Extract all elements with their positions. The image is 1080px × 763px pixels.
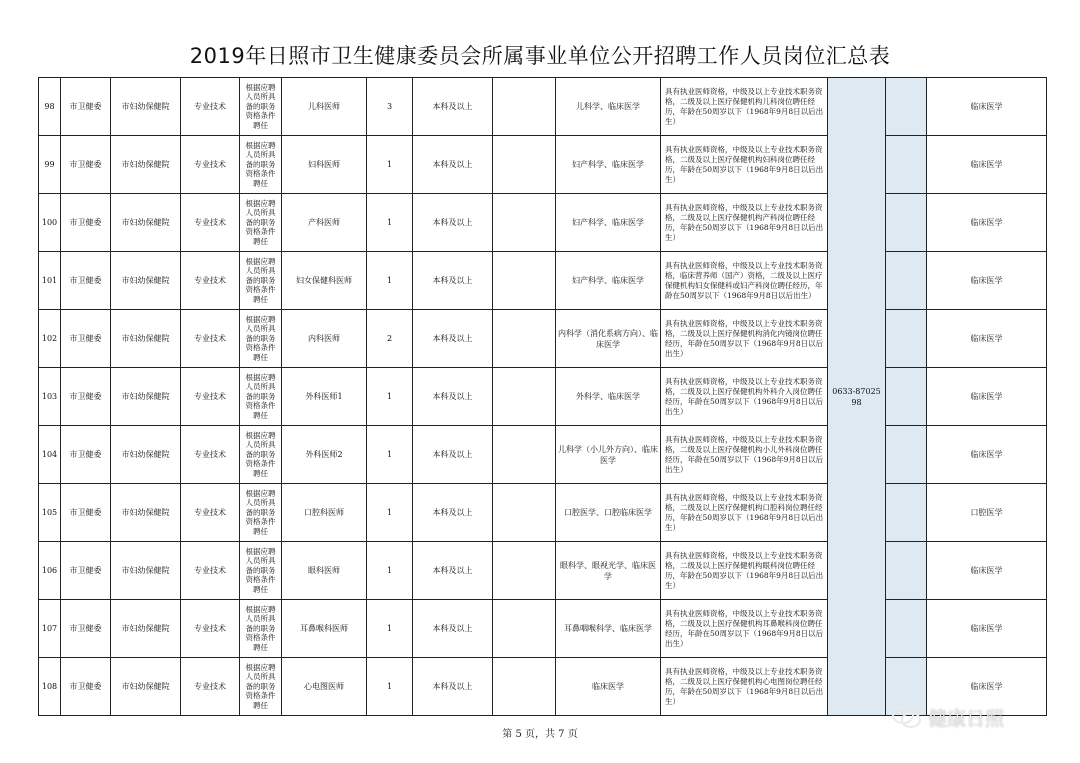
requirements-cell: 具有执业医师资格，中级及以上专业技术职务资格，二级及以上医疗保健机构儿科岗位聘任经历，年龄在50周岁以下（1968年9月8日以后出生） (661, 78, 828, 136)
hire-count-cell: 1 (367, 484, 413, 542)
post-name-cell: 妇科医师 (282, 136, 367, 194)
post-level-cell: 根据应聘人员所具备的职务资格条件聘任 (240, 368, 282, 426)
education-cell: 本科及以上 (413, 658, 493, 716)
degree-cell (493, 658, 556, 716)
education-cell: 本科及以上 (413, 194, 493, 252)
post-level-cell: 根据应聘人员所具备的职务资格条件聘任 (240, 136, 282, 194)
remark-cell (886, 542, 927, 600)
exam-subject-cell: 临床医学 (927, 78, 1047, 136)
exam-subject-cell: 临床医学 (927, 658, 1047, 716)
major-cell: 耳鼻咽喉科学、临床医学 (556, 600, 661, 658)
degree-cell (493, 310, 556, 368)
degree-cell (493, 600, 556, 658)
watermark (892, 702, 1052, 732)
unit-name-cell: 市妇幼保健院 (111, 136, 181, 194)
department-cell: 市卫健委 (61, 542, 111, 600)
department-cell: 市卫健委 (61, 78, 111, 136)
row-number-cell: 106 (39, 542, 61, 600)
table-row (39, 426, 1047, 484)
post-category-cell: 专业技术 (181, 310, 240, 368)
unit-name-cell: 市妇幼保健院 (111, 368, 181, 426)
department-cell: 市卫健委 (61, 310, 111, 368)
hire-count-cell: 1 (367, 194, 413, 252)
major-cell: 外科学、临床医学 (556, 368, 661, 426)
education-cell: 本科及以上 (413, 78, 493, 136)
post-level-cell: 根据应聘人员所具备的职务资格条件聘任 (240, 78, 282, 136)
unit-name-cell: 市妇幼保健院 (111, 310, 181, 368)
major-cell: 临床医学 (556, 658, 661, 716)
positions-table (38, 77, 1047, 716)
degree-cell (493, 78, 556, 136)
hire-count-cell: 1 (367, 252, 413, 310)
post-category-cell: 专业技术 (181, 542, 240, 600)
exam-subject-cell: 临床医学 (927, 368, 1047, 426)
remark-cell (886, 426, 927, 484)
major-cell: 儿科学（小儿外方向）、临床医学 (556, 426, 661, 484)
degree-cell (493, 542, 556, 600)
row-number-cell: 102 (39, 310, 61, 368)
post-name-cell: 外科医师1 (282, 368, 367, 426)
remark-cell (886, 78, 927, 136)
row-number-cell: 105 (39, 484, 61, 542)
exam-subject-cell: 临床医学 (927, 194, 1047, 252)
exam-subject-cell: 临床医学 (927, 542, 1047, 600)
row-number-cell: 101 (39, 252, 61, 310)
hire-count-cell: 3 (367, 78, 413, 136)
row-number-cell: 100 (39, 194, 61, 252)
post-level-cell: 根据应聘人员所具备的职务资格条件聘任 (240, 426, 282, 484)
post-level-cell: 根据应聘人员所具备的职务资格条件聘任 (240, 542, 282, 600)
post-level-cell: 根据应聘人员所具备的职务资格条件聘任 (240, 310, 282, 368)
post-name-cell: 眼科医师 (282, 542, 367, 600)
post-level-cell: 根据应聘人员所具备的职务资格条件聘任 (240, 658, 282, 716)
department-cell: 市卫健委 (61, 368, 111, 426)
hire-count-cell: 1 (367, 542, 413, 600)
exam-subject-cell: 临床医学 (927, 252, 1047, 310)
table-row (39, 542, 1047, 600)
row-number-cell: 103 (39, 368, 61, 426)
post-category-cell: 专业技术 (181, 600, 240, 658)
education-cell: 本科及以上 (413, 484, 493, 542)
post-category-cell: 专业技术 (181, 194, 240, 252)
table-body (39, 78, 1047, 716)
post-category-cell: 专业技术 (181, 426, 240, 484)
hire-count-cell: 2 (367, 310, 413, 368)
remark-cell (886, 310, 927, 368)
hire-count-cell: 1 (367, 426, 413, 484)
department-cell: 市卫健委 (61, 426, 111, 484)
page-title: 2019年日照市卫生健康委员会所属事业单位公开招聘工作人员岗位汇总表 (189, 44, 891, 68)
major-cell: 妇产科学、临床医学 (556, 252, 661, 310)
post-level-cell: 根据应聘人员所具备的职务资格条件聘任 (240, 600, 282, 658)
major-cell: 妇产科学、临床医学 (556, 136, 661, 194)
contact-phone: 0633-8702598 (828, 78, 886, 716)
department-cell: 市卫健委 (61, 252, 111, 310)
post-name-cell: 外科医师2 (282, 426, 367, 484)
hire-count-cell: 1 (367, 368, 413, 426)
table-row (39, 136, 1047, 194)
table-row (39, 310, 1047, 368)
requirements-cell: 具有执业医师资格，中级及以上专业技术职务资格，二级及以上医疗保健机构口腔科岗位聘任经历，年龄在50周岁以下（1968年9月8日以后出生） (661, 484, 828, 542)
post-level-cell: 根据应聘人员所具备的职务资格条件聘任 (240, 484, 282, 542)
unit-name-cell: 市妇幼保健院 (111, 78, 181, 136)
degree-cell (493, 194, 556, 252)
remark-cell (886, 600, 927, 658)
post-name-cell: 产科医师 (282, 194, 367, 252)
post-name-cell: 耳鼻喉科医师 (282, 600, 367, 658)
row-number-cell: 108 (39, 658, 61, 716)
remark-cell (886, 136, 927, 194)
department-cell: 市卫健委 (61, 194, 111, 252)
table-row (39, 78, 1047, 136)
education-cell: 本科及以上 (413, 600, 493, 658)
major-cell: 妇产科学、临床医学 (556, 194, 661, 252)
education-cell: 本科及以上 (413, 368, 493, 426)
post-name-cell: 妇女保健科医师 (282, 252, 367, 310)
degree-cell (493, 136, 556, 194)
requirements-cell: 具有执业医师资格，中级及以上专业技术职务资格，二级及以上医疗保健机构外科介入岗位聘任经历，年龄在50周岁以下（1968年9月8日以后出生） (661, 368, 828, 426)
education-cell: 本科及以上 (413, 310, 493, 368)
row-number-cell: 107 (39, 600, 61, 658)
post-category-cell: 专业技术 (181, 252, 240, 310)
requirements-cell: 具有执业医师资格，中级及以上专业技术职务资格，二级及以上医疗保健机构眼科岗位聘任经历，年龄在50周岁以下（1968年9月8日以后出生） (661, 542, 828, 600)
unit-name-cell: 市妇幼保健院 (111, 252, 181, 310)
post-category-cell: 专业技术 (181, 368, 240, 426)
exam-subject-cell: 口腔医学 (927, 484, 1047, 542)
post-level-cell: 根据应聘人员所具备的职务资格条件聘任 (240, 252, 282, 310)
table-row (39, 484, 1047, 542)
post-name-cell: 口腔科医师 (282, 484, 367, 542)
department-cell: 市卫健委 (61, 600, 111, 658)
remark-cell (886, 252, 927, 310)
post-name-cell: 儿科医师 (282, 78, 367, 136)
hire-count-cell: 1 (367, 658, 413, 716)
post-level-cell: 根据应聘人员所具备的职务资格条件聘任 (240, 194, 282, 252)
requirements-cell: 具有执业医师资格，中级及以上专业技术职务资格，二级及以上医疗保健机构耳鼻喉科岗位聘任经历，年龄在50周岁以下（1968年9月8日以后出生） (661, 600, 828, 658)
hire-count-cell: 1 (367, 600, 413, 658)
unit-name-cell: 市妇幼保健院 (111, 600, 181, 658)
post-name-cell: 内科医师 (282, 310, 367, 368)
post-category-cell: 专业技术 (181, 484, 240, 542)
unit-name-cell: 市妇幼保健院 (111, 484, 181, 542)
table-row (39, 194, 1047, 252)
requirements-cell: 具有执业医师资格，中级及以上专业技术职务资格，二级及以上医疗保健机构产科岗位聘任经历，年龄在50周岁以下（1968年9月8日以后出生） (661, 194, 828, 252)
education-cell: 本科及以上 (413, 542, 493, 600)
remark-cell (886, 194, 927, 252)
exam-subject-cell: 临床医学 (927, 600, 1047, 658)
department-cell: 市卫健委 (61, 484, 111, 542)
major-cell: 口腔医学、口腔临床医学 (556, 484, 661, 542)
exam-subject-cell: 临床医学 (927, 426, 1047, 484)
unit-name-cell: 市妇幼保健院 (111, 658, 181, 716)
major-cell: 儿科学、临床医学 (556, 78, 661, 136)
post-category-cell: 专业技术 (181, 136, 240, 194)
table-row (39, 600, 1047, 658)
education-cell: 本科及以上 (413, 136, 493, 194)
post-category-cell: 专业技术 (181, 78, 240, 136)
post-name-cell: 心电图医师 (282, 658, 367, 716)
department-cell: 市卫健委 (61, 658, 111, 716)
major-cell: 眼科学、眼视光学、临床医学 (556, 542, 661, 600)
requirements-cell: 具有执业医师资格，中级及以上专业技术职务资格，二级及以上医疗保健机构心电图岗位聘任经历，年龄在50周岁以下（1968年9月8日以后出生） (661, 658, 828, 716)
remark-cell (886, 484, 927, 542)
department-cell: 市卫健委 (61, 136, 111, 194)
requirements-cell: 具有执业医师资格，中级及以上专业技术职务资格，二级及以上医疗保健机构妇科岗位聘任经历，年龄在50周岁以下（1968年9月8日以后出生） (661, 136, 828, 194)
hire-count-cell: 1 (367, 136, 413, 194)
row-number-cell: 99 (39, 136, 61, 194)
degree-cell (493, 252, 556, 310)
exam-subject-cell: 临床医学 (927, 136, 1047, 194)
exam-subject-cell: 临床医学 (927, 310, 1047, 368)
education-cell: 本科及以上 (413, 252, 493, 310)
requirements-cell: 具有执业医师资格，中级及以上专业技术职务资格，二级及以上医疗保健机构小儿外科岗位聘任经历，年龄在50周岁以下（1968年9月8日以后出生） (661, 426, 828, 484)
watermark-text: 健康日照 (928, 707, 1005, 730)
page-footer: 第 5 页，共 7 页 (502, 729, 578, 740)
requirements-cell: 具有执业医师资格，中级及以上专业技术职务资格，二级及以上医疗保健机构消化内镜岗位聘任经历，年龄在50周岁以下（1968年9月8日以后出生） (661, 310, 828, 368)
wechat-icon (892, 704, 922, 730)
degree-cell (493, 368, 556, 426)
row-number-cell: 104 (39, 426, 61, 484)
degree-cell (493, 484, 556, 542)
table-row (39, 252, 1047, 310)
degree-cell (493, 426, 556, 484)
requirements-cell: 具有执业医师资格，中级及以上专业技术职务资格，临床营养师（国产）资格，二级及以上医疗保健机构妇女保健科或妇产科岗位聘任经历，年龄在50周岁以下（1968年9月8日以后出生） (661, 252, 828, 310)
table-row (39, 368, 1047, 426)
unit-name-cell: 市妇幼保健院 (111, 426, 181, 484)
remark-cell (886, 368, 927, 426)
major-cell: 内科学（消化系病方向）、临床医学 (556, 310, 661, 368)
unit-name-cell: 市妇幼保健院 (111, 194, 181, 252)
post-category-cell: 专业技术 (181, 658, 240, 716)
row-number-cell: 98 (39, 78, 61, 136)
education-cell: 本科及以上 (413, 426, 493, 484)
unit-name-cell: 市妇幼保健院 (111, 542, 181, 600)
